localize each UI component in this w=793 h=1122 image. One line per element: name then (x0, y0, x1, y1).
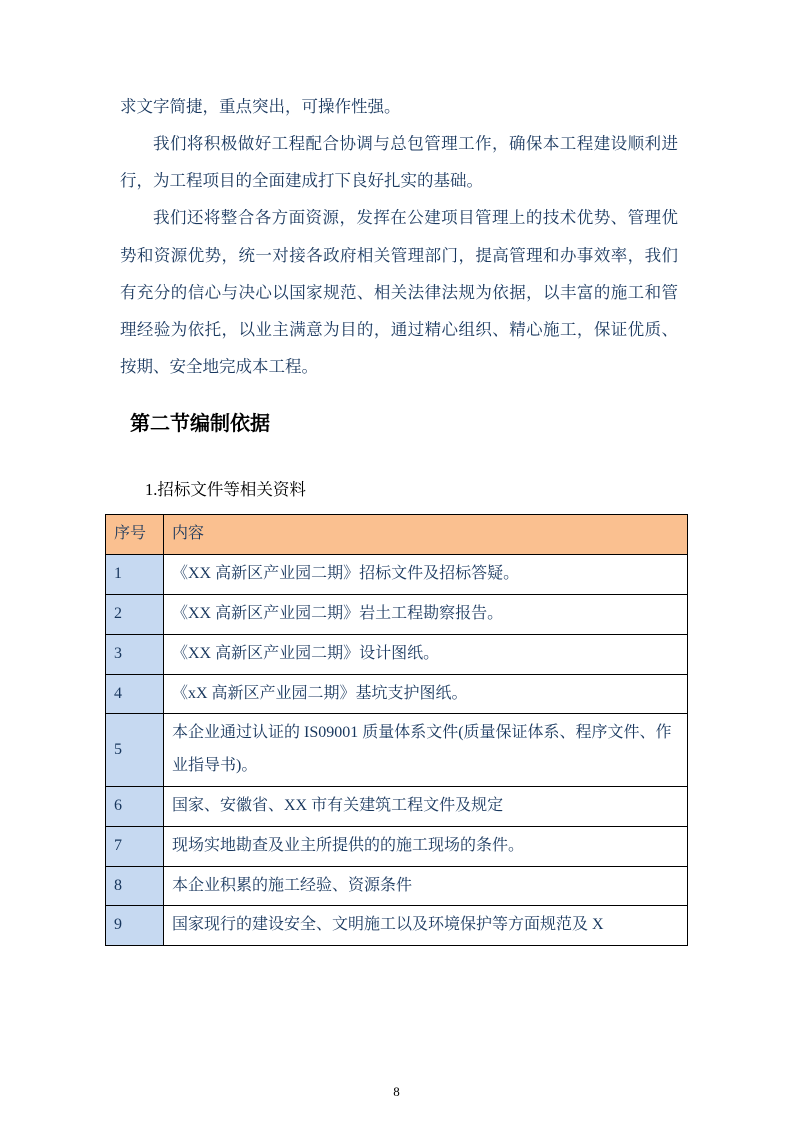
table-row (106, 634, 688, 674)
row-number-cell: 9 (106, 906, 164, 946)
row-content-cell: 本企业通过认证的 IS09001 质量体系文件(质量保证体系、程序文件、作业指导书)。 (164, 714, 688, 787)
row-content-cell: 《XX 高新区产业园二期》岩土工程勘察报告。 (164, 595, 688, 635)
table-row (106, 826, 688, 866)
row-number-cell: 1 (106, 555, 164, 595)
row-number-cell: 4 (106, 674, 164, 714)
row-number-cell: 2 (106, 595, 164, 635)
paragraph: 我们将积极做好工程配合协调与总包管理工作，确保本工程建设顺利进行，为工程项目的全面建成打下良好扎实的基础。 (120, 134, 678, 191)
row-number-cell: 6 (106, 787, 164, 827)
row-content-cell: 本企业积累的施工经验、资源条件 (164, 866, 688, 906)
row-content-cell: 国家现行的建设安全、文明施工以及环境保护等方面规范及 X (164, 906, 688, 946)
row-content-cell: 《XX 高新区产业园二期》设计图纸。 (164, 634, 688, 674)
row-content-cell: 《xX 高新区产业园二期》基坑支护图纸。 (164, 674, 688, 714)
paragraph: 求文字简捷，重点突出，可操作性强。 (120, 97, 401, 116)
page-number: 8 (393, 1084, 400, 1099)
table-row (106, 787, 688, 827)
column-header-no: 序号 (106, 515, 164, 555)
column-header-content: 内容 (164, 515, 688, 555)
row-number-cell: 7 (106, 826, 164, 866)
list-intro: 1.招标文件等相关资料 (145, 480, 306, 499)
row-number-cell: 5 (106, 714, 164, 787)
table-row (106, 906, 688, 946)
row-content-cell: 《XX 高新区产业园二期》招标文件及招标答疑。 (164, 555, 688, 595)
row-content-cell: 现场实地勘查及业主所提供的的施工现场的条件。 (164, 826, 688, 866)
row-content-cell: 国家、安徽省、XX 市有关建筑工程文件及规定 (164, 787, 688, 827)
table-header-row (106, 515, 688, 555)
table-row (106, 555, 688, 595)
table-row (106, 866, 688, 906)
table-row (106, 595, 688, 635)
row-number-cell: 3 (106, 634, 164, 674)
row-number-cell: 8 (106, 866, 164, 906)
table-row (106, 674, 688, 714)
paragraph: 我们还将整合各方面资源，发挥在公建项目管理上的技术优势、管理优势和资源优势，统一对接各政府相关管理部门，提高管理和办事效率，我们有充分的信心与决心以国家规范、相关法律法规为依据，以丰富的施工和管理经验为依托，以业主满意为目的，通过精心组织、精心施工，保证优质、按期、安全地完成本工程。 (120, 208, 678, 376)
table-row (106, 714, 688, 787)
reference-table (105, 514, 688, 946)
section-heading: 第二节编制依据 (130, 413, 270, 435)
